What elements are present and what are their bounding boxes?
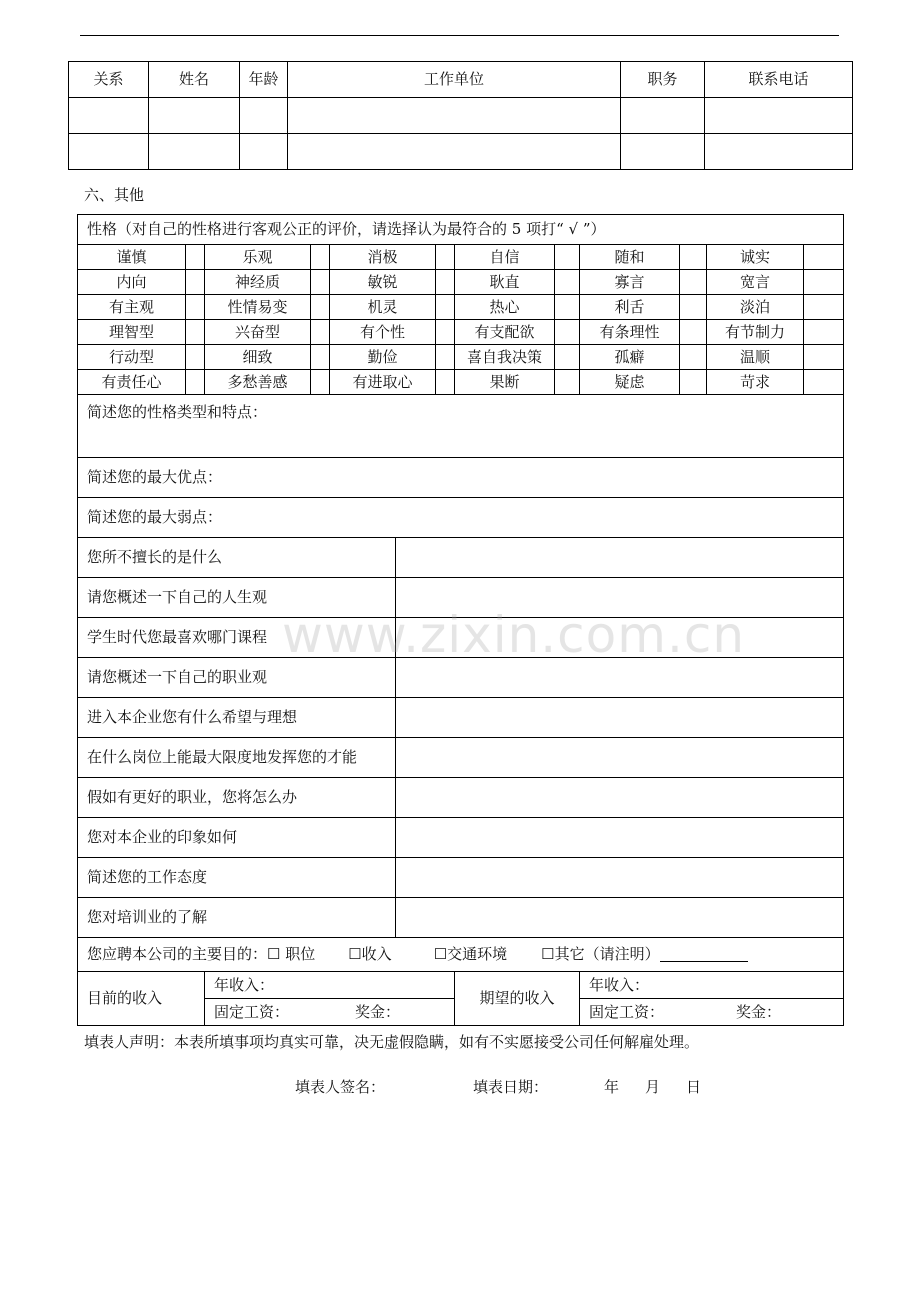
question-label: 在什么岗位上能最大限度地发挥您的才能 [78,738,396,778]
trait-label: 乐观 [205,245,311,270]
trait-label: 细致 [205,345,311,370]
trait-label: 热心 [455,295,555,320]
answer-field[interactable] [396,898,844,938]
personality-type-field[interactable]: 简述您的性格类型和特点： [78,395,844,458]
trait-label: 宽言 [707,270,804,295]
question-row [78,738,844,778]
trait-label: 有支配欲 [455,320,555,345]
family-header-position: 职务 [621,62,705,98]
trait-checkbox[interactable] [311,320,330,345]
family-header-relation: 关系 [69,62,149,98]
trait-row [78,320,844,345]
trait-checkbox[interactable] [436,245,455,270]
answer-field[interactable] [396,818,844,858]
table-row [69,134,853,170]
expected-annual-income[interactable]: 年收入： [580,972,844,999]
question-label: 您对培训业的了解 [78,898,396,938]
purpose-option-other[interactable]: ☐其它（请注明） [541,945,660,963]
trait-checkbox[interactable] [555,295,580,320]
trait-checkbox[interactable] [186,245,205,270]
trait-label: 耿直 [455,270,555,295]
trait-checkbox[interactable] [680,320,707,345]
question-row [78,778,844,818]
trait-label: 有责任心 [78,370,186,395]
strength-field[interactable]: 简述您的最大优点： [78,458,844,498]
trait-label: 内向 [78,270,186,295]
trait-checkbox[interactable] [804,370,844,395]
trait-label: 勤俭 [330,345,436,370]
purpose-option-position[interactable]: ☐ 职位 [267,945,316,963]
trait-checkbox[interactable] [680,370,707,395]
trait-checkbox[interactable] [804,270,844,295]
family-cell[interactable] [149,134,240,170]
trait-label: 有个性 [330,320,436,345]
trait-label: 果断 [455,370,555,395]
date-day: 日 [686,1078,702,1096]
trait-checkbox[interactable] [555,320,580,345]
trait-label: 有进取心 [330,370,436,395]
question-label: 请您概述一下自己的职业观 [78,658,396,698]
current-annual-income[interactable]: 年收入： [205,972,455,999]
current-fixed-label: 固定工资： [214,1002,290,1021]
trait-checkbox[interactable] [804,345,844,370]
trait-checkbox[interactable] [436,295,455,320]
weakness-field[interactable]: 简述您的最大弱点： [78,498,844,538]
question-label: 进入本企业您有什么希望与理想 [78,698,396,738]
answer-field[interactable] [396,698,844,738]
current-bonus-label: 奖金： [355,1002,401,1021]
trait-checkbox[interactable] [186,345,205,370]
top-rule [80,35,839,36]
trait-row [78,245,844,270]
question-row [78,698,844,738]
trait-checkbox[interactable] [804,295,844,320]
family-cell[interactable] [69,134,149,170]
trait-label: 机灵 [330,295,436,320]
family-cell[interactable] [705,134,853,170]
family-cell[interactable] [621,134,705,170]
family-cell[interactable] [621,98,705,134]
trait-label: 谨慎 [78,245,186,270]
answer-field[interactable] [396,778,844,818]
trait-label: 理智型 [78,320,186,345]
trait-label: 神经质 [205,270,311,295]
expected-fixed-label: 固定工资： [589,1002,665,1021]
trait-checkbox[interactable] [186,270,205,295]
purpose-label: 您应聘本公司的主要目的： [87,945,268,963]
trait-row [78,270,844,295]
purpose-option-transport[interactable]: ☐交通环境 [433,945,508,963]
trait-checkbox[interactable] [436,345,455,370]
family-cell[interactable] [288,134,621,170]
trait-label: 孤癖 [580,345,680,370]
family-cell[interactable] [288,98,621,134]
purpose-row [78,938,844,972]
expected-fixed-bonus[interactable] [580,999,844,1026]
trait-checkbox[interactable] [555,245,580,270]
other-note-line[interactable] [660,947,748,962]
expected-income-label: 期望的收入 [455,972,580,1026]
answer-field[interactable] [396,738,844,778]
trait-row [78,345,844,370]
trait-label: 性情易变 [205,295,311,320]
date-label: 填表日期： [473,1078,549,1096]
section-title: 六、其他 [84,186,145,204]
question-row [78,858,844,898]
question-row [78,898,844,938]
family-header-name: 姓名 [149,62,240,98]
trait-label: 有节制力 [707,320,804,345]
trait-row [78,370,844,395]
trait-checkbox[interactable] [680,295,707,320]
trait-checkbox[interactable] [311,370,330,395]
trait-checkbox[interactable] [680,270,707,295]
purpose-option-income[interactable]: ☐收入 [348,945,392,963]
question-row [78,538,844,578]
trait-label: 诚实 [707,245,804,270]
trait-checkbox[interactable] [311,245,330,270]
question-label: 学生时代您最喜欢哪门课程 [78,618,396,658]
trait-checkbox[interactable] [436,320,455,345]
current-fixed-bonus[interactable] [205,999,455,1026]
trait-checkbox[interactable] [680,245,707,270]
trait-label: 喜自我决策 [455,345,555,370]
watermark: www.zixin.com.cn [282,606,746,664]
family-header-phone: 联系电话 [705,62,853,98]
question-label: 您对本企业的印象如何 [78,818,396,858]
expected-bonus-label: 奖金： [736,1002,782,1021]
trait-label: 自信 [455,245,555,270]
question-label: 您所不擅长的是什么 [78,538,396,578]
trait-label: 有主观 [78,295,186,320]
trait-row [78,295,844,320]
answer-field[interactable] [396,538,844,578]
personality-header: 性格（对自己的性格进行客观公正的评价，请选择认为最符合的 5 项打“ √ ”） [78,215,844,245]
family-table [68,61,853,170]
declaration: 填表人声明：本表所填事项均真实可靠，决无虚假隐瞒，如有不实愿接受公司任何解雇处理。 [84,1033,700,1051]
current-income-label: 目前的收入 [78,972,205,1026]
trait-checkbox[interactable] [804,245,844,270]
trait-label: 寡言 [580,270,680,295]
trait-label: 敏锐 [330,270,436,295]
trait-checkbox[interactable] [555,370,580,395]
trait-label: 消极 [330,245,436,270]
trait-checkbox[interactable] [311,345,330,370]
trait-label: 有条理性 [580,320,680,345]
trait-checkbox[interactable] [436,270,455,295]
trait-checkbox[interactable] [804,320,844,345]
trait-checkbox[interactable] [311,295,330,320]
table-row [69,98,853,134]
trait-checkbox[interactable] [436,370,455,395]
trait-label: 随和 [580,245,680,270]
trait-label: 苛求 [707,370,804,395]
family-header-employer: 工作单位 [288,62,621,98]
trait-checkbox[interactable] [680,345,707,370]
answer-field[interactable] [396,858,844,898]
question-label: 请您概述一下自己的人生观 [78,578,396,618]
signer-label: 填表人签名： [295,1078,386,1096]
trait-label: 温顺 [707,345,804,370]
family-cell[interactable] [240,98,288,134]
trait-label: 淡泊 [707,295,804,320]
trait-checkbox[interactable] [186,320,205,345]
trait-checkbox[interactable] [555,270,580,295]
question-row [78,818,844,858]
trait-label: 利舌 [580,295,680,320]
trait-checkbox[interactable] [311,270,330,295]
family-cell[interactable] [240,134,288,170]
family-cell[interactable] [705,98,853,134]
date-month: 月 [645,1078,661,1096]
question-label: 简述您的工作态度 [78,858,396,898]
trait-label: 多愁善感 [205,370,311,395]
trait-label: 兴奋型 [205,320,311,345]
trait-checkbox[interactable] [186,295,205,320]
date-year: 年 [604,1078,620,1096]
family-header-age: 年龄 [240,62,288,98]
question-label: 假如有更好的职业，您将怎么办 [78,778,396,818]
trait-label: 疑虑 [580,370,680,395]
trait-checkbox[interactable] [555,345,580,370]
family-cell[interactable] [69,98,149,134]
family-cell[interactable] [149,98,240,134]
trait-label: 行动型 [78,345,186,370]
trait-checkbox[interactable] [186,370,205,395]
